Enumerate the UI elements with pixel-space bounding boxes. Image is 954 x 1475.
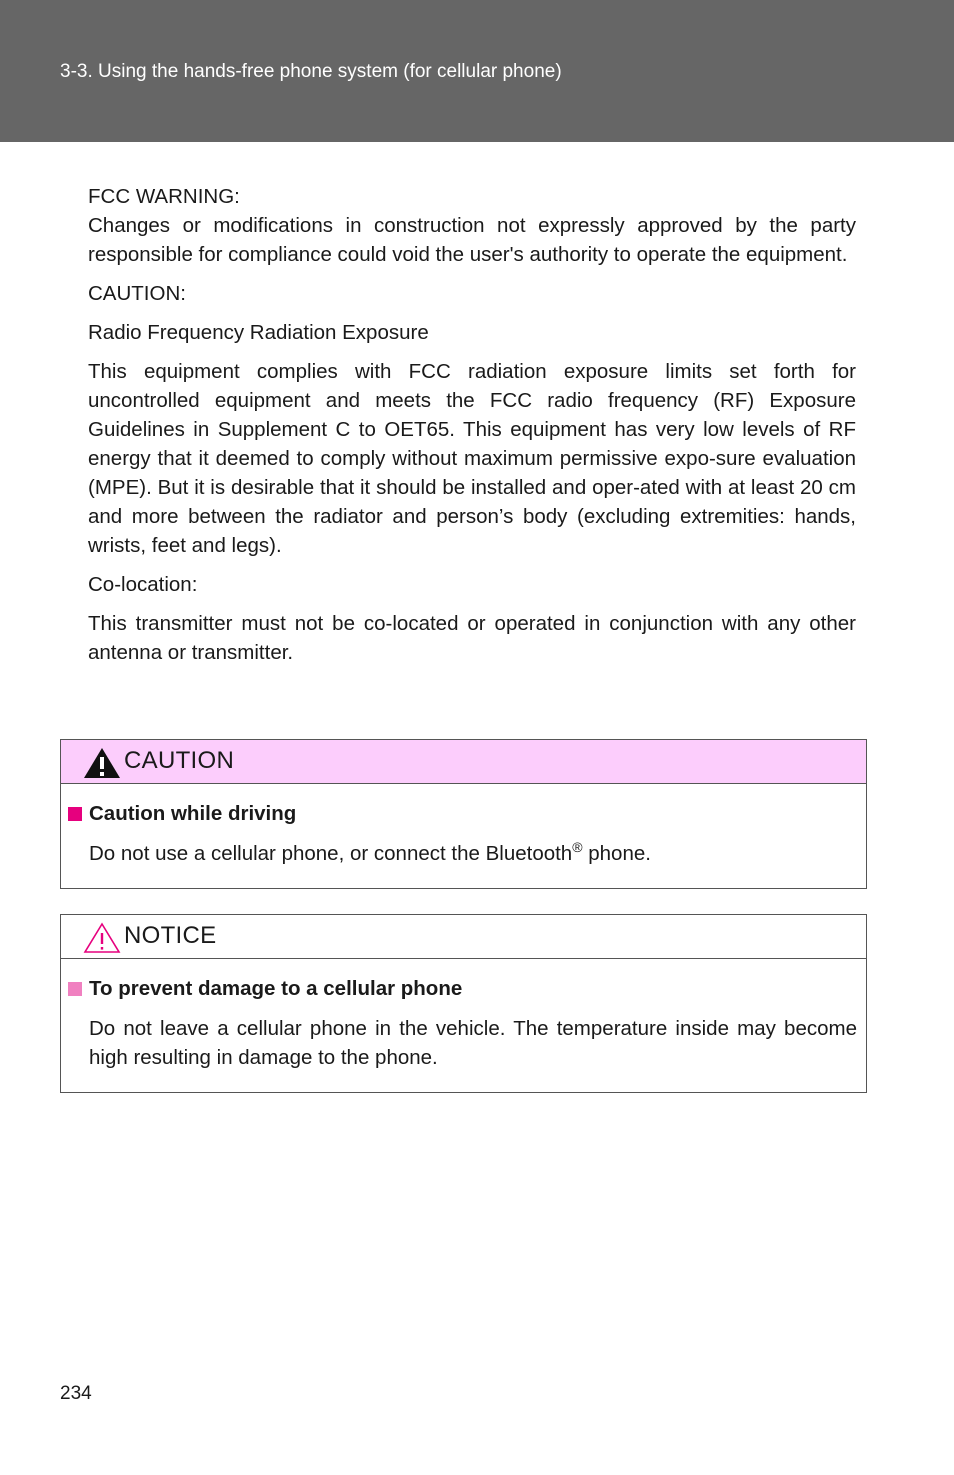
registered-mark: ®	[572, 839, 583, 856]
warning-triangle-icon	[82, 747, 122, 779]
section-title: 3-3. Using the hands-free phone system (for cellular phone)	[60, 61, 562, 82]
rf-exposure-paragraph: This equipment complies with FCC radiation exposure limits set forth for uncontrolled equipment and meets the FCC radio frequency (RF) Exposure Guidelines in Supplement C to OET65. This equipment has very low levels of RF energy that it deemed to comply without maximum permissive expo-sure evaluation (MPE). But it is desirable that it should be installed and oper-ated with at least 20 cm and more between the radiator and person’s body (excluding extremities: hands, wrists, feet and legs).	[88, 360, 856, 557]
page-number: 234	[60, 1383, 92, 1404]
caution-text-before: Do not use a cellular phone, or connect the Bluetooth	[89, 842, 573, 865]
rf-exposure-title: Radio Frequency Radiation Exposure	[88, 321, 429, 344]
fcc-warning-paragraph: FCC WARNING: Changes or modifications in construction not expressly approved by the party responsible for compliance could void the user's authority to operate the equipment.	[88, 185, 856, 266]
header-band	[0, 0, 954, 142]
notice-label: NOTICE	[124, 922, 217, 949]
caution-text-after: phone.	[582, 842, 651, 865]
notice-text: Do not leave a cellular phone in the vehicle. The temperature inside may become high resulting in damage to the phone.	[89, 1017, 857, 1069]
caution-label-paragraph: CAUTION:	[88, 282, 186, 305]
caution-box	[60, 739, 867, 889]
notice-subheading	[68, 976, 857, 1002]
caution-heading-text: Caution while driving	[89, 802, 297, 825]
caution-box-body	[61, 784, 866, 888]
square-bullet-icon	[68, 982, 82, 996]
notice-box-body	[61, 959, 866, 1092]
notice-box-header	[61, 915, 866, 959]
notice-heading-text: To prevent damage to a cellular phone	[89, 977, 463, 1000]
main-text	[88, 182, 856, 677]
colocation-label: Co-location:	[88, 573, 198, 596]
caution-label: CAUTION	[124, 747, 235, 774]
colocation-paragraph: This transmitter must not be co-located or operated in conjunction with any other antenna or transmitter.	[88, 612, 856, 664]
caution-text	[89, 839, 857, 868]
square-bullet-icon	[68, 807, 82, 821]
caution-box-header	[61, 740, 866, 784]
caution-subheading	[68, 801, 857, 827]
notice-box	[60, 914, 867, 1093]
notice-triangle-icon	[82, 922, 122, 954]
